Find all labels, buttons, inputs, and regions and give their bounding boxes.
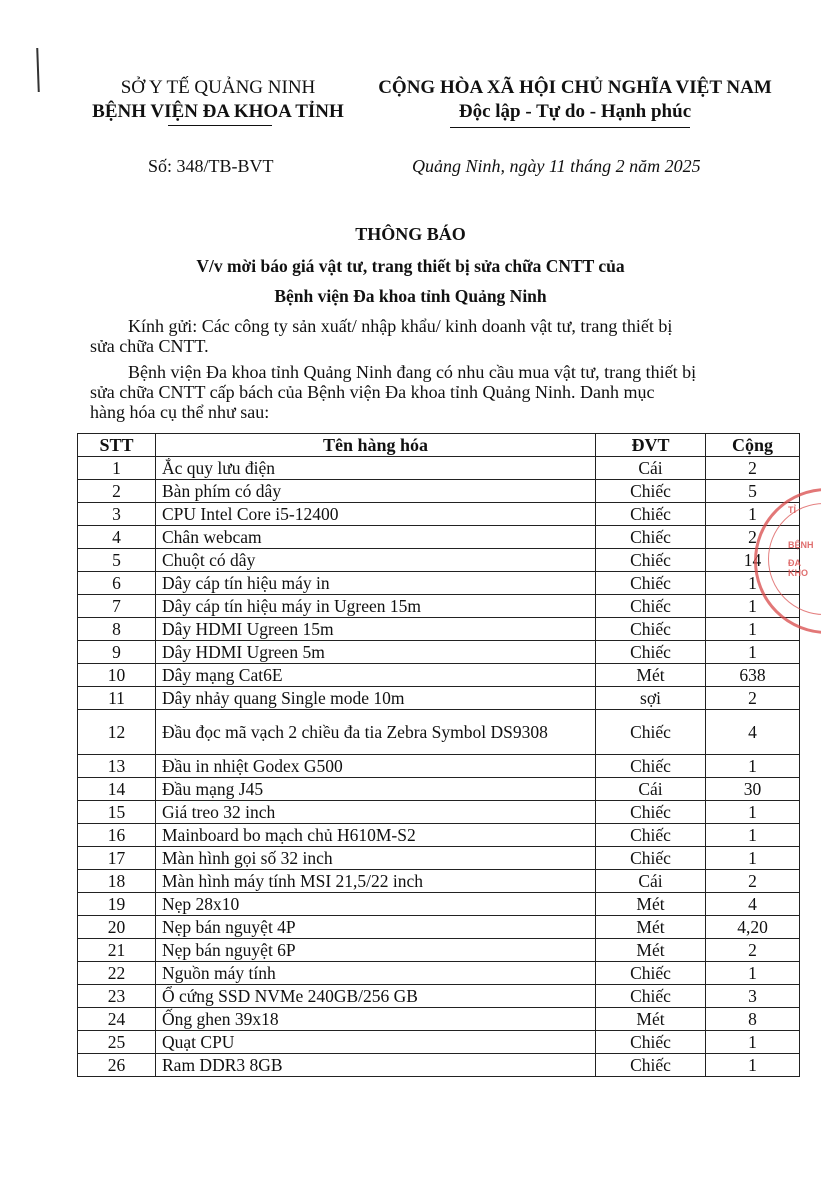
cell-stt: 10 [78, 664, 156, 687]
cell-stt: 1 [78, 457, 156, 480]
cell-stt: 5 [78, 549, 156, 572]
cell-qty: 5 [706, 480, 800, 503]
cell-item: Màn hình gọi số 32 inch [156, 847, 596, 870]
table-row [78, 618, 800, 641]
cell-stt: 13 [78, 755, 156, 778]
cell-item: Bàn phím có dây [156, 480, 596, 503]
cell-unit: Chiếc [596, 595, 706, 618]
document-title: THÔNG BÁO [355, 224, 466, 244]
table-row [78, 1008, 800, 1031]
cell-unit: Chiếc [596, 480, 706, 503]
table-row [78, 916, 800, 939]
cell-item: Dây cáp tín hiệu máy in [156, 572, 596, 595]
table-row [78, 962, 800, 985]
cell-qty: 1 [706, 1031, 800, 1054]
cell-unit: Chiếc [596, 710, 706, 755]
cell-stt: 22 [78, 962, 156, 985]
subject-line-2: Bệnh viện Đa khoa tỉnh Quảng Ninh [274, 286, 547, 306]
cell-qty: 4 [706, 710, 800, 755]
cell-stt: 24 [78, 1008, 156, 1031]
greeting-line-2: sửa chữa CNTT. [90, 336, 209, 356]
intro-line-3: hàng hóa cụ thể như sau: [90, 402, 270, 422]
cell-unit: Cái [596, 778, 706, 801]
cell-item: Giá treo 32 inch [156, 801, 596, 824]
cell-item: Dây HDMI Ugreen 5m [156, 641, 596, 664]
cell-unit: Chiếc [596, 962, 706, 985]
cell-qty: 1 [706, 1054, 800, 1077]
cell-stt: 16 [78, 824, 156, 847]
org-name: BỆNH VIỆN ĐA KHOA TỈNH [92, 101, 344, 122]
cell-unit: Mét [596, 664, 706, 687]
cell-unit: Chiếc [596, 618, 706, 641]
cell-item: Màn hình máy tính MSI 21,5/22 inch [156, 870, 596, 893]
table-row [78, 549, 800, 572]
cell-item: Chân webcam [156, 526, 596, 549]
cell-qty: 1 [706, 847, 800, 870]
intro-line-1: Bệnh viện Đa khoa tỉnh Quảng Ninh đang có nhu cầu mua vật tư, trang thiết bị [128, 362, 697, 382]
cell-stt: 23 [78, 985, 156, 1008]
cell-unit: Chiếc [596, 503, 706, 526]
cell-stt: 17 [78, 847, 156, 870]
table-row [78, 1054, 800, 1077]
nation-name: CỘNG HÒA XÃ HỘI CHỦ NGHĨA VIỆT NAM [378, 77, 772, 98]
table-row [78, 801, 800, 824]
cell-qty: 1 [706, 572, 800, 595]
issuing-organization [68, 76, 368, 124]
cell-unit: Chiếc [596, 526, 706, 549]
greeting-line-1: Kính gửi: Các công ty sản xuất/ nhập khẩu/ kinh doanh vật tư, trang thiết bị [128, 316, 673, 336]
cell-qty: 4 [706, 893, 800, 916]
table-row [78, 847, 800, 870]
cell-stt: 18 [78, 870, 156, 893]
cell-unit: Chiếc [596, 572, 706, 595]
cell-stt: 14 [78, 778, 156, 801]
cell-qty: 1 [706, 801, 800, 824]
cell-qty: 1 [706, 595, 800, 618]
cell-qty: 8 [706, 1008, 800, 1031]
cell-item: Đầu in nhiệt Godex G500 [156, 755, 596, 778]
cell-stt: 3 [78, 503, 156, 526]
cell-stt: 20 [78, 916, 156, 939]
cell-stt: 12 [78, 710, 156, 755]
table-row [78, 893, 800, 916]
cell-unit: Chiếc [596, 549, 706, 572]
cell-item: Ống ghen 39x18 [156, 1008, 596, 1031]
cell-item: Đầu đọc mã vạch 2 chiều đa tia Zebra Symbol DS9308 [156, 710, 596, 755]
cell-item: Quạt CPU [156, 1031, 596, 1054]
cell-unit: Chiếc [596, 755, 706, 778]
table-row [78, 755, 800, 778]
cell-stt: 6 [78, 572, 156, 595]
cell-unit: Mét [596, 916, 706, 939]
cell-qty: 3 [706, 985, 800, 1008]
cell-qty: 2 [706, 687, 800, 710]
national-header [360, 76, 790, 124]
table-row [78, 985, 800, 1008]
cell-unit: Chiếc [596, 824, 706, 847]
table-row [78, 710, 800, 755]
table-row [78, 503, 800, 526]
table-row [78, 870, 800, 893]
cell-qty: 1 [706, 755, 800, 778]
table-header-row [78, 434, 800, 457]
cell-item: Chuột có dây [156, 549, 596, 572]
header-item-name: Tên hàng hóa [156, 434, 596, 457]
cell-item: Mainboard bo mạch chủ H610M-S2 [156, 824, 596, 847]
cell-stt: 21 [78, 939, 156, 962]
cell-item: Dây cáp tín hiệu máy in Ugreen 15m [156, 595, 596, 618]
cell-qty: 1 [706, 618, 800, 641]
stamp-text-2: BỆNH [788, 540, 814, 550]
table-row [78, 664, 800, 687]
cell-qty: 2 [706, 870, 800, 893]
cell-item: Nguồn máy tính [156, 962, 596, 985]
stamp-text-1: TỈ [788, 505, 796, 515]
cell-item: Ổ cứng SSD NVMe 240GB/256 GB [156, 985, 596, 1008]
cell-item: Dây mạng Cat6E [156, 664, 596, 687]
cell-stt: 7 [78, 595, 156, 618]
cell-stt: 15 [78, 801, 156, 824]
cell-unit: Mét [596, 893, 706, 916]
stamp-text-3: ĐA KHO [788, 558, 808, 578]
cell-item: Dây nhảy quang Single mode 10m [156, 687, 596, 710]
cell-stt: 26 [78, 1054, 156, 1077]
subject-line-1: V/v mời báo giá vật tư, trang thiết bị sửa chữa CNTT của [196, 256, 625, 276]
cell-stt: 4 [78, 526, 156, 549]
cell-qty: 1 [706, 824, 800, 847]
cell-unit: Chiếc [596, 1054, 706, 1077]
cell-item: Đầu mạng J45 [156, 778, 596, 801]
cell-stt: 2 [78, 480, 156, 503]
org-underline [168, 125, 272, 126]
cell-unit: Cái [596, 870, 706, 893]
table-row [78, 687, 800, 710]
date-line: Quảng Ninh, ngày 11 tháng 2 năm 2025 [412, 156, 701, 176]
table-row [78, 778, 800, 801]
cell-item: Nẹp bán nguyệt 6P [156, 939, 596, 962]
cell-stt: 19 [78, 893, 156, 916]
cell-unit: Chiếc [596, 847, 706, 870]
table-row [78, 457, 800, 480]
cell-unit: Chiếc [596, 1031, 706, 1054]
intro-line-2: sửa chữa CNTT cấp bách của Bệnh viện Đa khoa tỉnh Quảng Ninh. Danh mục [90, 382, 655, 402]
table-row [78, 595, 800, 618]
cell-qty: 2 [706, 526, 800, 549]
reference-number: Số: 348/TB-BVT [148, 156, 274, 176]
cell-unit: Chiếc [596, 641, 706, 664]
header-quantity: Cộng [706, 434, 800, 457]
motto-underline [450, 127, 690, 128]
cell-unit: Mét [596, 939, 706, 962]
cell-qty: 638 [706, 664, 800, 687]
stray-pen-mark [36, 48, 40, 92]
table-row [78, 641, 800, 664]
table-row [78, 480, 800, 503]
cell-stt: 8 [78, 618, 156, 641]
table-row [78, 824, 800, 847]
cell-item: Dây HDMI Ugreen 15m [156, 618, 596, 641]
cell-item: Ắc quy lưu điện [156, 457, 596, 480]
table-row [78, 572, 800, 595]
goods-table [77, 433, 800, 1077]
table-row [78, 939, 800, 962]
cell-qty: 1 [706, 503, 800, 526]
cell-qty: 2 [706, 457, 800, 480]
cell-unit: Cái [596, 457, 706, 480]
cell-item: Nẹp bán nguyệt 4P [156, 916, 596, 939]
cell-item: CPU Intel Core i5-12400 [156, 503, 596, 526]
cell-qty: 1 [706, 962, 800, 985]
cell-stt: 9 [78, 641, 156, 664]
header-unit: ĐVT [596, 434, 706, 457]
cell-qty: 30 [706, 778, 800, 801]
cell-unit: Chiếc [596, 801, 706, 824]
cell-qty: 2 [706, 939, 800, 962]
cell-qty: 4,20 [706, 916, 800, 939]
cell-stt: 25 [78, 1031, 156, 1054]
motto: Độc lập - Tự do - Hạnh phúc [458, 101, 692, 122]
cell-qty: 1 [706, 641, 800, 664]
cell-qty: 14 [706, 549, 800, 572]
cell-unit: sợi [596, 687, 706, 710]
org-parent: SỞ Y TẾ QUẢNG NINH [120, 77, 316, 98]
table-row [78, 1031, 800, 1054]
cell-stt: 11 [78, 687, 156, 710]
cell-item: Ram DDR3 8GB [156, 1054, 596, 1077]
header-stt: STT [78, 434, 156, 457]
cell-unit: Mét [596, 1008, 706, 1031]
cell-unit: Chiếc [596, 985, 706, 1008]
table-row [78, 526, 800, 549]
cell-item: Nẹp 28x10 [156, 893, 596, 916]
